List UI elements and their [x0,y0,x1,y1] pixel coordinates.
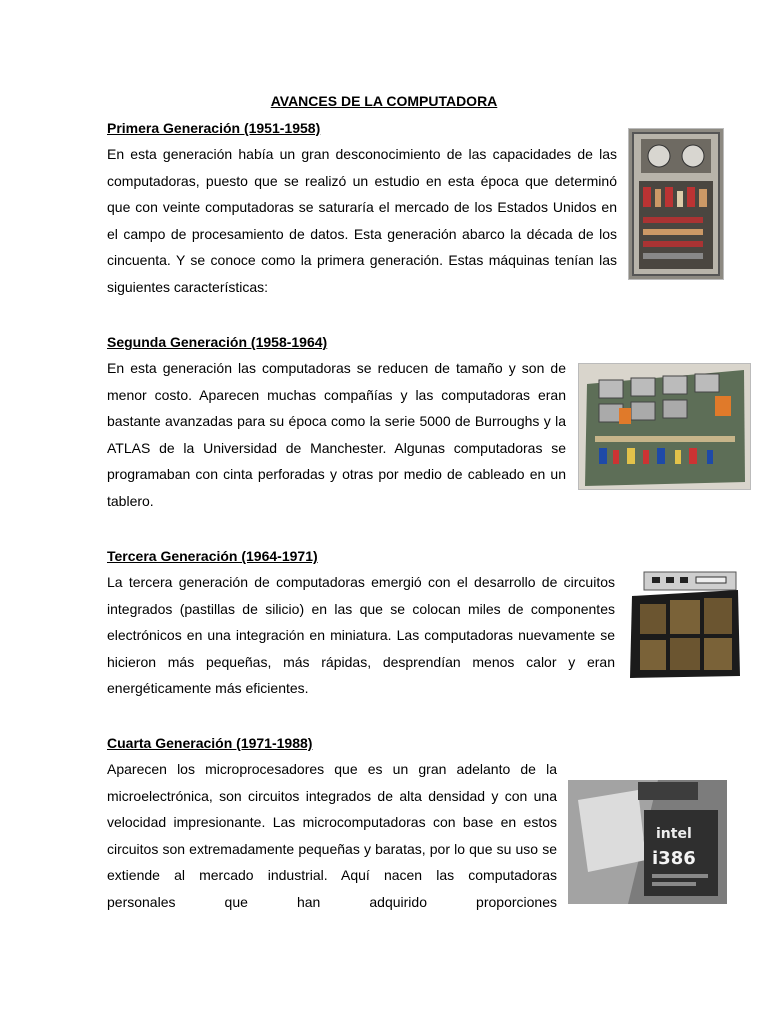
section-text-segunda: En esta generación las computadoras se reducen de tamaño y son de menor costo. Aparecen muchas compañías y las computadoras eran bastante avanzadas para su época como la serie 5000 de Burroughs y la ATLAS de la Universidad de Manchester. Algunas computadoras se programaban con cinta perforadas y otras por medio de cableado en un tablero. [107,360,566,509]
section-heading-segunda: Segunda Generación (1958-1964) [107,334,328,350]
intel-386-chip-photo [568,780,727,904]
transistor-board-photo [578,363,751,490]
section-text-primera: En esta generación había un gran desconocimiento de las capacidades de las computadoras, puesto que se realizó un estudio en esta época que determinó que con veinte computadoras se saturaría el mercado de los Estados Unidos en el campo de procesamiento de datos. Esta generación abarco la década de los cincuenta. Y se conoce como la primera generación. Estas máquinas tenían las siguientes características: [107,146,617,295]
section-heading-tercera: Tercera Generación (1964-1971) [107,548,318,564]
chip-brand-text: intel [656,826,692,842]
mainframe-cabinet-photo [626,568,744,680]
section-text-cuarta: Aparecen los microprocesadores que es un gran adelanto de la microelectrónica, son circuitos integrados de alta densidad y con una velocidad impresionante. Las microcomputadoras con base en estos circuitos son extremadamente pequeñas y baratas, por lo que su uso se extiende al mercado industrial. Aquí nacen las computadoras personales que han adquirido proporciones [107,761,557,910]
section-heading-primera: Primera Generación (1951-1958) [107,120,321,136]
document-title: AVANCES DE LA COMPUTADORA [270,93,498,109]
vacuum-tube-circuit-photo [628,128,724,280]
chip-model-text: i386 [652,848,696,869]
section-text-tercera: La tercera generación de computadoras emergió con el desarrollo de circuitos integrados (pastillas de silicio) en las que se colocan miles de componentes electrónicos en una integración en miniatura. Las computadoras nuevamente se hicieron más pequeñas, más rápidas, desprendían menos calor y eran energéticamente más eficientes. [107,574,615,696]
section-heading-cuarta: Cuarta Generación (1971-1988) [107,735,313,751]
